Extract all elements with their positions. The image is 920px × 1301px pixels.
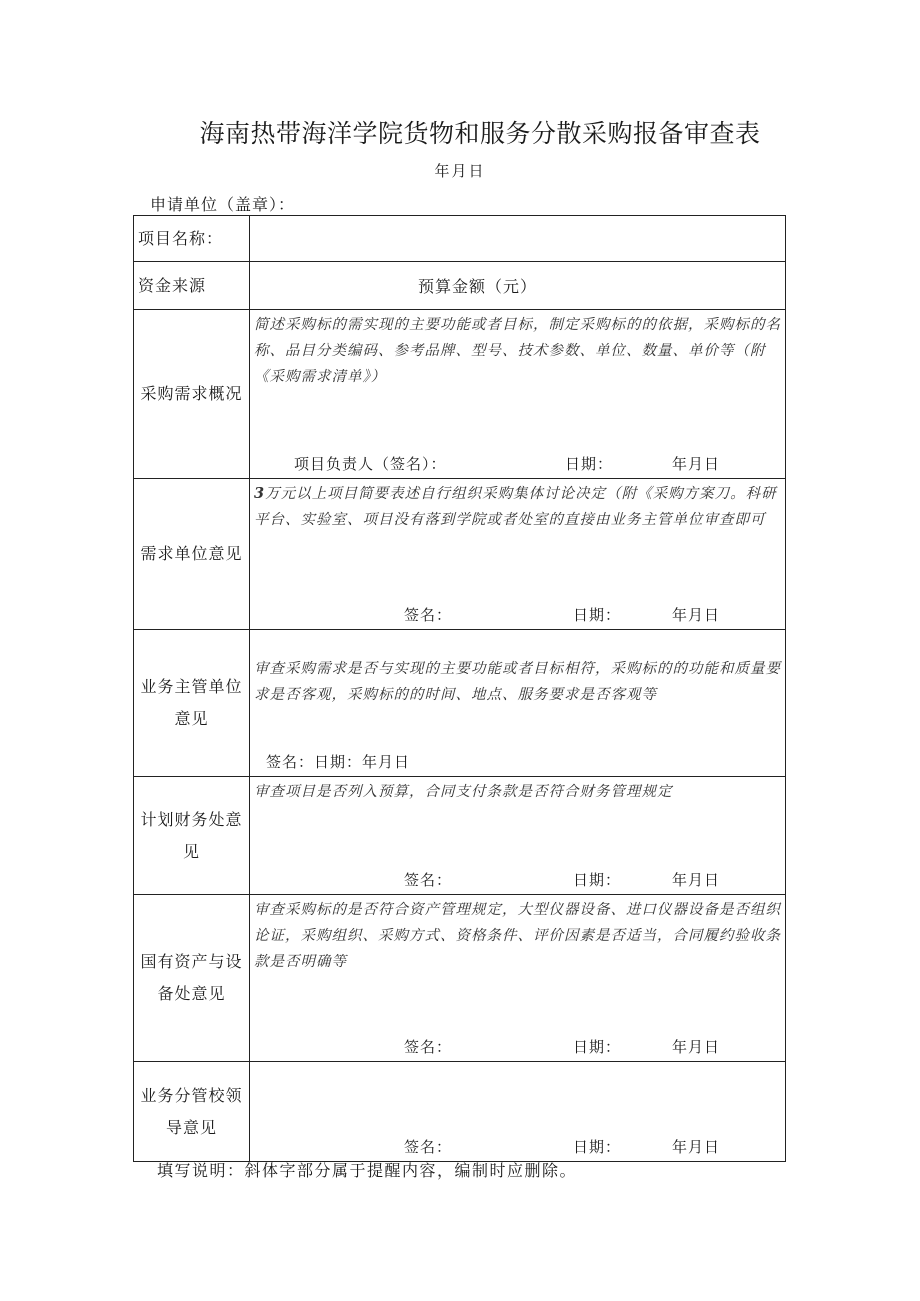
- form-title: 海南热带海洋学院货物和服务分散采购报备审查表: [199, 119, 761, 148]
- signature-label: 签名：: [404, 1138, 453, 1156]
- school-leader-label: 业务分管校领导意见: [134, 1062, 250, 1162]
- budget-amount-label: 预算金额（元）: [250, 262, 786, 310]
- form-date: 年月日: [434, 162, 486, 180]
- date-ymd: 年月日: [672, 455, 721, 473]
- project-leader-signature-label: 项目负责人（签名）：: [294, 455, 447, 473]
- hint-amount-number: 3: [254, 485, 266, 502]
- date-ymd: 年月日: [672, 1038, 721, 1056]
- business-dept-hint: 审查采购需求是否与实现的主要功能或者目标相符，采购标的的功能和质量要求是否客观，采购标的的时间、地点、服务要求是否客观等: [254, 661, 781, 703]
- finance-dept-hint: 审查项目是否列入预算，合同支付条款是否符合财务管理规定: [254, 784, 673, 800]
- date-label: 日期：: [573, 1038, 622, 1056]
- demand-unit-field[interactable]: [250, 479, 786, 630]
- signature-label: 签名：: [404, 871, 453, 889]
- demand-unit-label: 需求单位意见: [134, 479, 250, 630]
- finance-dept-field[interactable]: [250, 777, 786, 895]
- row-demand-overview: [134, 310, 786, 479]
- fund-source-label: 资金来源: [134, 262, 250, 310]
- date-ymd: 年月日: [672, 871, 721, 889]
- row-asset-dept: [134, 895, 786, 1062]
- date-label: 日期：: [573, 606, 622, 624]
- finance-dept-label: 计划财务处意见: [134, 777, 250, 895]
- date-label: 日期：: [565, 455, 614, 473]
- review-form-table: [133, 215, 786, 1162]
- business-dept-field[interactable]: [250, 630, 786, 777]
- school-leader-field[interactable]: [250, 1062, 786, 1162]
- date-ymd: 年月日: [672, 1138, 721, 1156]
- row-school-leader: [134, 1062, 786, 1162]
- project-name-label: 项目名称：: [134, 216, 250, 262]
- applicant-unit-label: 申请单位（盖章）：: [150, 195, 296, 214]
- business-dept-label: 业务主管单位意见: [134, 630, 250, 777]
- filling-instructions: 填写说明：斜体字部分属于提醒内容，编制时应删除。: [157, 1161, 578, 1180]
- hint-text: 万元以上项目简要表述自行组织采购集体讨论决定（附《采购方案刀。科研平台、实验室、项目没有落到学院或者处室的直接由业务主管单位审查即可: [254, 486, 777, 528]
- project-name-field[interactable]: [250, 216, 786, 262]
- row-demand-unit: [134, 479, 786, 630]
- date-label: 日期：: [573, 1138, 622, 1156]
- date-label: 日期：: [573, 871, 622, 889]
- asset-dept-hint: 审查采购标的是否符合资产管理规定，大型仪器设备、进口仪器设备是否组织论证，采购组织、采购方式、资格条件、评价因素是否适当，合同履约验收条款是否明确等: [254, 902, 781, 970]
- signature-date-line: 签名：日期：年月日: [266, 753, 411, 771]
- signature-label: 签名：: [404, 606, 453, 624]
- demand-overview-field[interactable]: [250, 310, 786, 479]
- row-fund-source: [134, 262, 786, 310]
- row-finance-dept: [134, 777, 786, 895]
- row-business-dept: [134, 630, 786, 777]
- date-ymd: 年月日: [672, 606, 721, 624]
- row-project-name: [134, 216, 786, 262]
- demand-overview-label: 采购需求概况: [134, 310, 250, 479]
- demand-overview-hint: 简述采购标的需实现的主要功能或者目标，制定采购标的的依据，采购标的名称、品目分类编码、参考品牌、型号、技术参数、单位、数量、单价等（附《采购需求清单》）: [254, 317, 781, 385]
- demand-unit-hint: [250, 479, 785, 533]
- asset-dept-label: 国有资产与设备处意见: [134, 895, 250, 1062]
- signature-label: 签名：: [404, 1038, 453, 1056]
- asset-dept-field[interactable]: [250, 895, 786, 1062]
